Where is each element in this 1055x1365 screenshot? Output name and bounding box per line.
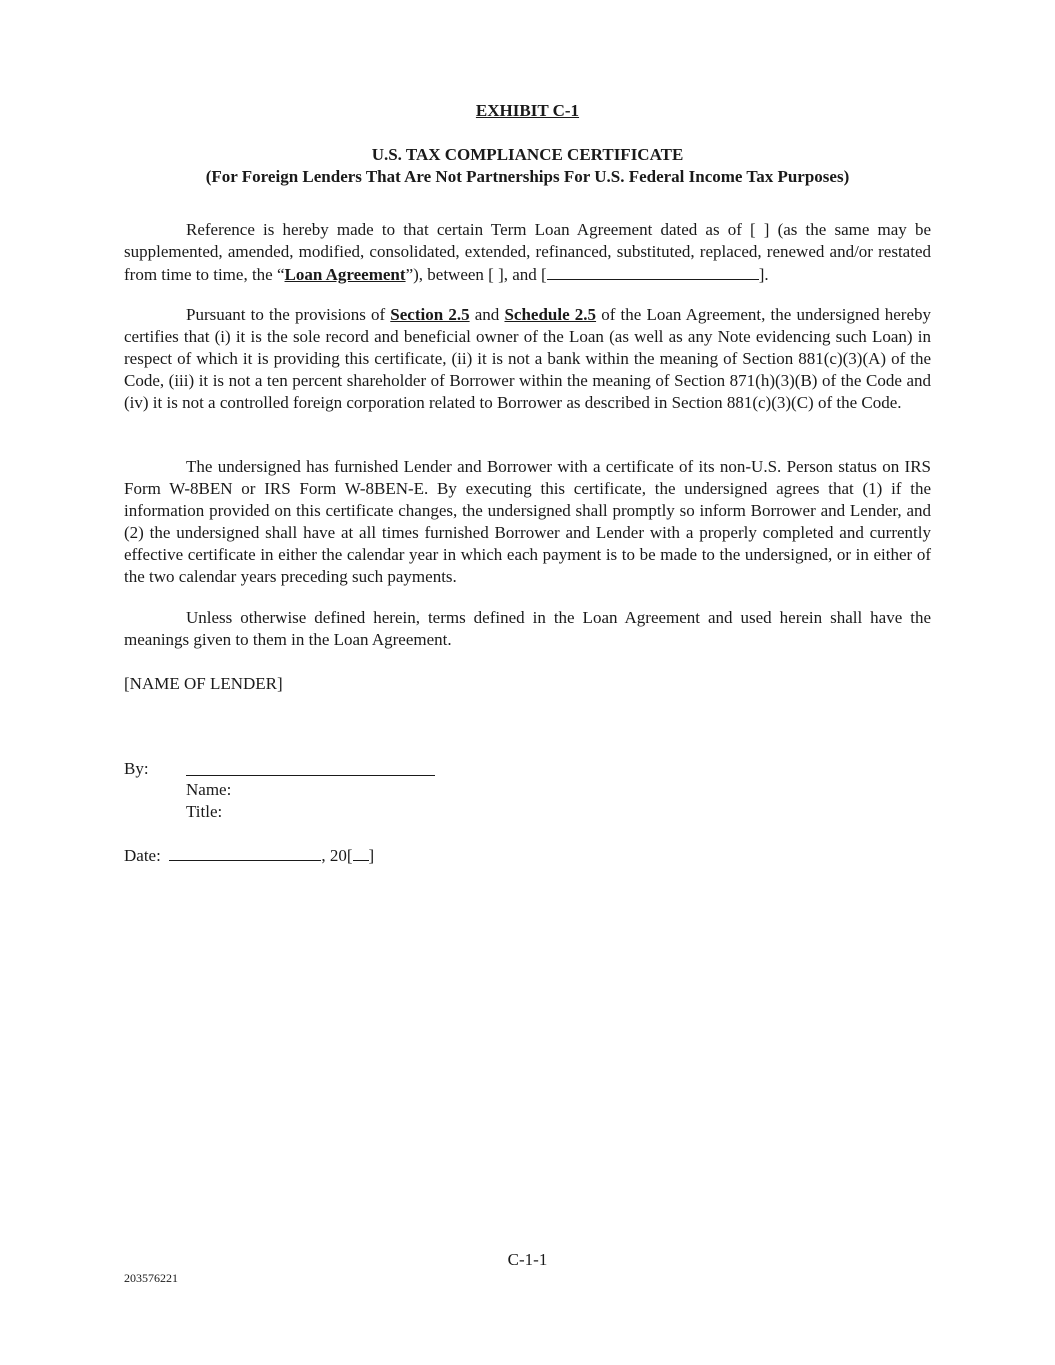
name-label: Name: [186, 780, 232, 799]
loan-agreement-term: Loan Agreement [284, 265, 406, 284]
date-label: Date: [124, 846, 161, 865]
date-year-suffix: ] [368, 846, 375, 865]
paragraph-form-furnished: The undersigned has furnished Lender and Borrower with a certificate of its non-U.S. Person status on IRS Form W-8BEN or IRS Form W-8BEN-E. By executing this certificate, the undersigned agrees that (1) if the information provided on this certificate changes, the undersigned shall promptly so inform Borrower and Lender, and (2) the undersigned shall have at all times furnished Borrower and Lender with a properly completed and currently effective certificate in either the calendar year in which each payment is to be made to the undersigned, or in either of the two calendar years preceding such payments. [124, 457, 931, 586]
document-id: 203576221 [124, 1271, 178, 1285]
date-year-prefix: , 20[ [321, 846, 353, 865]
signature-line [186, 775, 435, 776]
paragraph-certification-part1: Pursuant to the provisions of [186, 305, 391, 324]
page-number: C-1-1 [507, 1250, 548, 1269]
paragraph-reference-part2: ”), between [ ], and [ [405, 265, 547, 284]
year-blank-line [353, 844, 369, 861]
paragraph-reference-part1: Reference is hereby made to that certain Term Loan Agreement dated as of [ ] (as the same may be supplemented, amended, modified, consolidated, extended, refinanced, substituted, replaced, renewed and/or restated from time to time, the “ [124, 220, 931, 284]
paragraph-definitions: Unless otherwise defined herein, terms defined in the Loan Agreement and used herein shall have the meanings given to them in the Loan Agreement. [124, 608, 931, 649]
exhibit-title: EXHIBIT C-1 [475, 101, 580, 120]
schedule-reference: Schedule 2.5 [504, 305, 597, 324]
section-reference: Section 2.5 [390, 305, 470, 324]
paragraph-reference-part3: ]. [758, 265, 769, 284]
by-label: By: [124, 759, 149, 778]
certificate-title: U.S. TAX COMPLIANCE CERTIFICATE [371, 145, 684, 164]
paragraph-certification-part3: of the Loan Agreement, the undersigned hereby certifies that (i) it is the sole record and beneficial owner of the Loan (as well as any Note evidencing such Loan) in respect of which it is providing this certificate, (ii) it is not a bank within the meaning of Section 881(c)(3)(A) of the Code, (iii) it is not a ten percent shareholder of Borrower within the meaning of Section 871(h)(3)(B) of the Code and (iv) it is not a controlled foreign corporation related to Borrower as described in Section 881(c)(3)(C) of the Code. [124, 305, 931, 412]
paragraph-reference [124, 219, 931, 286]
paragraph-certification [124, 304, 931, 414]
party-blank-line [547, 263, 759, 280]
paragraph-certification-part2: and [469, 305, 505, 324]
title-label: Title: [186, 802, 223, 821]
certificate-subtitle: (For Foreign Lenders That Are Not Partnerships For U.S. Federal Income Tax Purposes) [205, 167, 850, 186]
lender-name-placeholder: [NAME OF LENDER] [124, 674, 283, 693]
date-row [124, 844, 374, 867]
date-blank-line [169, 844, 321, 861]
